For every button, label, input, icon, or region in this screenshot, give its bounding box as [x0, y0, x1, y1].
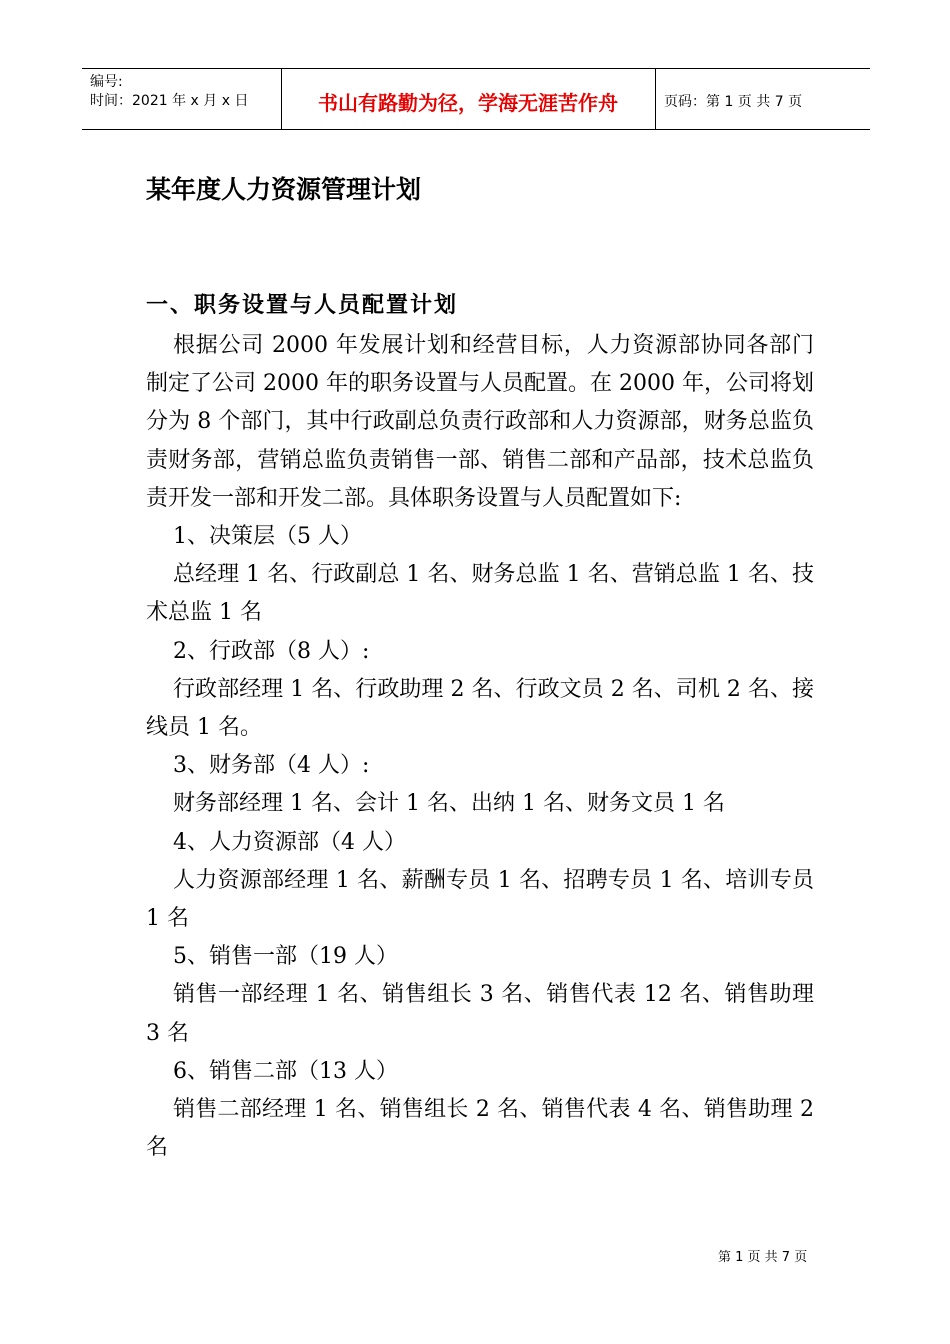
document-title: 某年度人力资源管理计划 — [146, 175, 422, 204]
list-detail: 销售一部经理 1 名、销售组长 3 名、销售代表 12 名、销售助理 3 名 — [146, 982, 814, 1046]
list-item: 1、决策层（5 人） — [173, 524, 362, 550]
list-detail: 行政部经理 1 名、行政助理 2 名、行政文员 2 名、司机 2 名、接线员 1 名。 — [146, 676, 814, 741]
list-item: 4、人力资源部（4 人） — [173, 829, 406, 855]
page-footer: 第 1 页 共 7 页 — [718, 1250, 808, 1265]
document-time-label: 时间：2021 年 x 月 x 日 — [90, 93, 249, 109]
section-heading: 一、职务设置与人员配置计划 — [146, 292, 459, 318]
list-item: 5、销售一部（19 人） — [173, 944, 398, 970]
list-detail: 销售二部经理 1 名、销售组长 2 名、销售代表 4 名、销售助理 2 名 — [146, 1097, 814, 1161]
list-item: 6、销售二部（13 人） — [173, 1058, 398, 1084]
header-divider-right — [655, 69, 656, 129]
header-left — [90, 73, 248, 111]
header-motto: 书山有路勤为径，学海无涯苦作舟 — [318, 91, 618, 115]
header-page-info: 页码：第 1 页 共 7 页 — [664, 94, 803, 110]
document-body — [146, 327, 814, 1167]
document-number-label: 编号: — [90, 74, 123, 90]
list-item: 2、行政部（8 人）: — [173, 638, 370, 664]
page-header — [82, 68, 870, 130]
list-detail: 人力资源部经理 1 名、薪酬专员 1 名、招聘专员 1 名、培训专员 1 名 — [146, 867, 814, 932]
list-item: 3、财务部（4 人）: — [173, 753, 370, 779]
intro-paragraph: 根据公司 2000 年发展计划和经营目标，人力资源部协同各部门制定了公司 2000 年的职务设置与人员配置。在 2000 年，公司将划分为 8 个部门，其中行政副总负责行政部和人力资源部，财务总监负责财务部，营销总监负责销售一部、销售二部和产品部，技术总监负责开发一部和开发二部。具体职务设置与人员配置如下: — [146, 333, 814, 511]
list-detail: 总经理 1 名、行政副总 1 名、财务总监 1 名、营销总监 1 名、技术总监 1 名 — [146, 562, 814, 626]
list-detail: 财务部经理 1 名、会计 1 名、出纳 1 名、财务文员 1 名 — [173, 791, 725, 817]
